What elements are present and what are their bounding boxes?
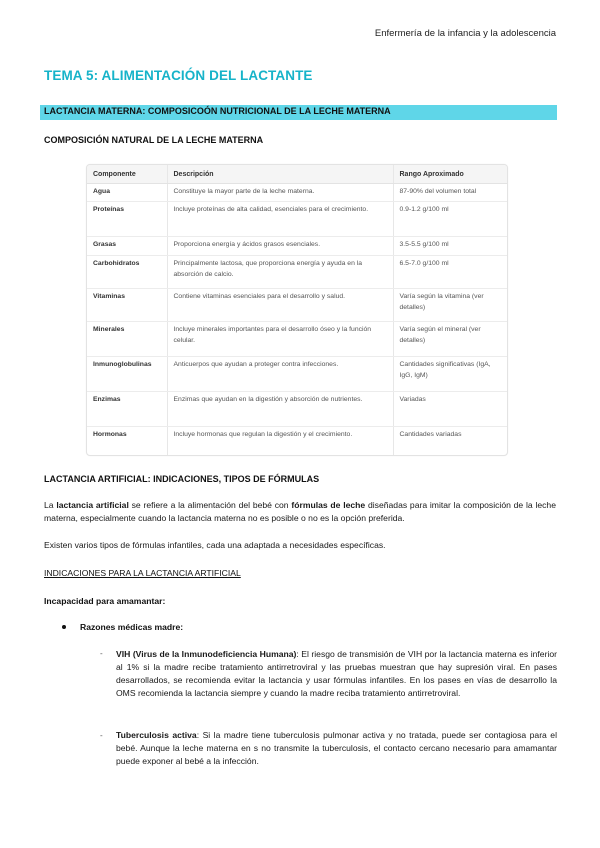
cell-range: 3.5-5.5 g/100 ml xyxy=(393,237,507,256)
cell-description: Constituye la mayor parte de la leche materna. xyxy=(167,184,393,202)
inability-heading: Incapacidad para amamantar: xyxy=(44,596,166,606)
cell-description: Enzimas que ayudan en la digestión y absorción de nutrientes. xyxy=(167,392,393,427)
item-hiv xyxy=(116,648,557,700)
text-run: : Si la madre tiene tuberculosis pulmonar activa y no tratada, puede ser contagiosa para el bebé. Aunque la leche materna en s no transmite la tuberculosis, el contacto cercano necesario para amamantar puede exponer al bebé a la infección. xyxy=(116,730,557,766)
table-header-row xyxy=(87,165,507,184)
cell-description: Incluye proteínas de alta calidad, esenciales para el crecimiento. xyxy=(167,202,393,237)
column-header: Componente xyxy=(87,165,167,184)
cell-description: Incluye minerales importantes para el desarrollo óseo y la función celular. xyxy=(167,322,393,357)
cell-range: Varía según el mineral (ver detalles) xyxy=(393,322,507,357)
bold-term: Tuberculosis activa xyxy=(116,730,197,740)
page-title: TEMA 5: ALIMENTACIÓN DEL LACTANTE xyxy=(44,68,313,83)
dash-icon: - xyxy=(100,649,103,658)
cell-component: Enzimas xyxy=(87,392,167,427)
dash-icon: - xyxy=(100,731,103,740)
document-header: Enfermería de la infancia y la adolescencia xyxy=(374,28,556,39)
bullet-icon xyxy=(62,625,66,629)
cell-range: 87-90% del volumen total xyxy=(393,184,507,202)
cell-component: Minerales xyxy=(87,322,167,357)
table-row xyxy=(87,202,507,237)
cell-description: Proporciona energía y ácidos grasos esenciales. xyxy=(167,237,393,256)
table-row xyxy=(87,256,507,289)
composition-table xyxy=(86,164,508,456)
cell-description: Contiene vitaminas esenciales para el desarrollo y salud. xyxy=(167,289,393,322)
cell-range: Cantidades variadas xyxy=(393,427,507,457)
cell-component: Proteínas xyxy=(87,202,167,237)
table-row xyxy=(87,322,507,357)
item-tuberculosis xyxy=(116,729,557,768)
table-row xyxy=(87,392,507,427)
table-row xyxy=(87,237,507,256)
column-header: Rango Aproximado xyxy=(393,165,507,184)
bold-term: VIH (Virus de la Inmunodeficiencia Humana) xyxy=(116,649,297,659)
section-banner xyxy=(40,105,557,120)
cell-range: 6.5-7.0 g/100 ml xyxy=(393,256,507,289)
bullet-medical-reasons: Razones médicas madre: xyxy=(80,622,184,632)
table-heading: COMPOSICIÓN NATURAL DE LA LECHE MATERNA xyxy=(44,135,264,145)
indications-heading: INDICACIONES PARA LA LACTANCIA ARTIFICIAL xyxy=(44,568,241,578)
table-row xyxy=(87,427,507,457)
cell-component: Agua xyxy=(87,184,167,202)
cell-range: Varía según la vitamina (ver detalles) xyxy=(393,289,507,322)
text-run: diseñadas para imitar la composición de la leche materna, especialmente cuando la lactancia materna no es posible o no es la opción preferida. xyxy=(44,500,556,523)
cell-component: Vitaminas xyxy=(87,289,167,322)
table-row xyxy=(87,289,507,322)
cell-description: Incluye hormonas que regulan la digestión y el crecimiento. xyxy=(167,427,393,457)
cell-description: Anticuerpos que ayudan a proteger contra infecciones. xyxy=(167,357,393,392)
cell-range: 0.9-1.2 g/100 ml xyxy=(393,202,507,237)
text-run: se refiere a la alimentación del bebé con xyxy=(128,500,292,510)
formula-types-paragraph: Existen varios tipos de fórmulas infantiles, cada una adaptada a necesidades específicas. xyxy=(44,540,386,550)
table-row xyxy=(87,357,507,392)
text-run: La xyxy=(44,500,57,510)
bold-term: lactancia artificial xyxy=(56,500,129,510)
cell-component: Grasas xyxy=(87,237,167,256)
section-banner-title: LACTANCIA MATERNA: COMPOSICOÓN NUTRICIONAL DE LA LECHE MATERNA xyxy=(44,106,391,116)
table-row xyxy=(87,184,507,202)
column-header: Descripción xyxy=(167,165,393,184)
cell-component: Inmunoglobulinas xyxy=(87,357,167,392)
cell-description: Principalmente lactosa, que proporciona energía y ayuda en la absorción de calcio. xyxy=(167,256,393,289)
bold-term: fórmulas de leche xyxy=(291,500,366,510)
cell-component: Carbohidratos xyxy=(87,256,167,289)
cell-component: Hormonas xyxy=(93,431,127,438)
cell-range: Variadas xyxy=(393,392,507,427)
text-run: : El riesgo de transmisión de VIH por la lactancia materna es inferior al 1% si la madre recibe tratamiento antirretroviral y las pruebas muestran que hay supresión viral. En pases desarrollados, se recomienda evitar la lactancia y usar fórmulas infantiles. En los pases en vías de desarrollo la OMS recomienda la lactancia siempre y cuando la madre reciba tratamiento antirretroviral. xyxy=(116,649,557,698)
cell-range: Cantidades significativas (IgA, IgG, IgM) xyxy=(393,357,507,392)
intro-paragraph xyxy=(44,499,556,525)
section-heading: LACTANCIA ARTIFICIAL: INDICACIONES, TIPOS DE FÓRMULAS xyxy=(44,474,320,484)
